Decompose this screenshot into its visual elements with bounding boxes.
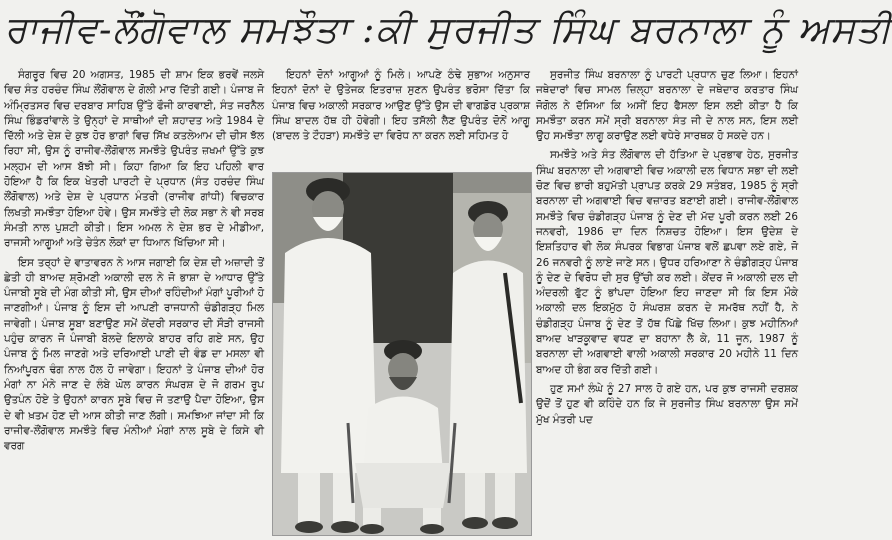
article-column-3	[536, 68, 798, 540]
news-photo	[272, 172, 532, 536]
paragraph: ਸੁਰਜੀਤ ਸਿੰਘ ਬਰਨਾਲਾ ਨੂੰ ਪਾਰਟੀ ਪ੍ਰਧਾਨ ਚੁਣ ਲਿਆ। ਇਹਨਾਂ ਜਥੇਦਾਰਾਂ ਵਿਚ ਸਾਮਲ ਜ਼ਿਲ੍ਹਾ ਬਰਨਾਲਾ ਦੇ ਜਥੇਦਾਰ ਕਰਤਾਰ ਸਿੰਘ ਜੋਗੋਲ ਨੇ ਦੱਸਿਆ ਕਿ ਅਸੀਂ ਇਹ ਫੈਸਲਾ ਇਸ ਲਈ ਕੀਤਾ ਹੈ ਕਿ ਸਮਝੌਤਾ ਕਰਨ ਸਮੇਂ ਸ੍ਰੀ ਬਰਨਾਲਾ ਸੰਤ ਜੀ ਦੇ ਨਾਲ ਸਨ, ਇਸ ਲਈ ਉਹ ਸਮਝੌਤਾ ਲਾਗੂ ਕਰਾਉਣ ਲਈ ਵਧੇਰੇ ਸਾਰਥਕ ਹੋ ਸਕਦੇ ਹਨ।	[536, 69, 798, 143]
paragraph: ਸਮਝੌਤੇ ਅਤੇ ਸੰਤ ਲੌਂਗੋਵਾਲ ਦੀ ਹੱਤਿਆ ਦੇ ਪ੍ਰਭਾਵ ਹੇਠ, ਸੁਰਜੀਤ ਸਿੰਘ ਬਰਨਾਲਾ ਦੀ ਅਗਵਾਈ ਵਿਚ ਅਕਾਲੀ ਦਲ ਵਿਧਾਨ ਸਭਾ ਦੀ ਲਈ ਚੋਣ ਵਿਚ ਭਾਰੀ ਬਹੁਮੱਤੀ ਪ੍ਰਾਪਤ ਕਰਕੇ 29 ਸਤੰਬਰ, 1985 ਨੂੰ ਸ੍ਰੀ ਬਰਨਾਲਾ ਦੀ ਅਗਵਾਈ ਵਿਚ ਵਜ਼ਾਰਤ ਬਣਾਈ ਗਈ। ਰਾਜੀਵ-ਲੌਂਗੋਵਾਲ ਸਮਝੌਤੇ ਵਿਚ ਚੰਡੀਗੜ੍ਹ ਪੰਜਾਬ ਨੂੰ ਦੇਣ ਦੀ ਮੱਦ ਪੂਰੀ ਕਰਨ ਲਈ 26 ਜਨਵਰੀ, 1986 ਦਾ ਦਿਨ ਨਿਸ਼ਚਤ ਹੋਇਆ। ਇਸ ਉਦੇਸ਼ ਦੇ ਇਸ਼ਤਿਹਾਰ ਵੀ ਲੋਕ ਸੰਪਰਕ ਵਿਭਾਗ ਪੰਜਾਬ ਵਲੋਂ ਛਪਵਾ ਲਏ ਗਏ, ਜੋ 26 ਜਨਵਰੀ ਨੂੰ ਲਾਏ ਜਾਣੇ ਸਨ। ਉਧਰ ਹਰਿਆਣਾ ਨੇ ਚੰਡੀਗੜ੍ਹ ਪੰਜਾਬ ਨੂੰ ਦੇਣ ਦੇ ਵਿਰੋਧ ਦੀ ਸੁਰ ਉੱਚੀ ਕਰ ਲਈ। ਕੇਂਦਰ ਜੋ ਅਕਾਲੀ ਦਲ ਦੀ ਅੰਦਰਲੀ ਫੁੱਟ ਨੂੰ ਭਾਂਪਦਾ ਹੋਇਆ ਇਹ ਜਾਣਦਾ ਸੀ ਕਿ ਇਸ ਮੌਕੇ ਅਕਾਲੀ ਦਲ ਇਕਮੁੱਠ ਹੋ ਸੰਘਰਸ਼ ਕਰਨ ਦੇ ਸਮਰੱਥ ਨਹੀਂ ਹੈ, ਨੇ ਚੰਡੀਗੜ੍ਹ ਪੰਜਾਬ ਨੂੰ ਦੇਣ ਤੋਂ ਹੱਥ ਪਿੱਛੇ ਖਿੱਚ ਲਿਆ। ਕੁਝ ਮਹੀਨਿਆਂ ਬਾਅਦ ਖਾੜਕੂਵਾਦ ਵਧਣ ਦਾ ਬਹਾਨਾ ਲੈ ਕੇ, 11 ਜੂਨ, 1987 ਨੂੰ ਬਰਨਾਲਾ ਦੀ ਅਗਵਾਈ ਵਾਲੀ ਅਕਾਲੀ ਸਰਕਾਰ 20 ਮਹੀਨੇ 11 ਦਿਨ ਬਾਅਦ ਹੀ ਭੰਗ ਕਰ ਦਿੱਤੀ ਗਈ।	[536, 149, 798, 376]
article-column-2	[272, 68, 530, 172]
paragraph: ਇਸ ਤਰ੍ਹਾਂ ਦੇ ਵਾਤਾਵਰਨ ਨੇ ਆਸ ਜਗਾਈ ਕਿ ਦੇਸ਼ ਦੀ ਅਜ਼ਾਦੀ ਤੋਂ ਛੇਤੀ ਹੀ ਬਾਅਦ ਸ਼੍ਰੋਮਣੀ ਅਕਾਲੀ ਦਲ ਨੇ ਜੋ ਭਾਸ਼ਾ ਦੇ ਆਧਾਰ ਉੱਤੇ ਪੰਜਾਬੀ ਸੂਬੇ ਦੀ ਮੰਗ ਕੀਤੀ ਸੀ, ਉਸ ਦੀਆਂ ਰਹਿੰਦੀਆਂ ਮੰਗਾਂ ਪੂਰੀਆਂ ਹੋ ਜਾਣਗੀਆਂ। ਪੰਜਾਬ ਨੂੰ ਇਸ ਦੀ ਆਪਣੀ ਰਾਜਧਾਨੀ ਚੰਡੀਗੜ੍ਹ ਮਿਲ ਜਾਵੇਗੀ। ਪੰਜਾਬ ਸੂਬਾ ਬਣਾਉਣ ਸਮੇਂ ਕੇਂਦਰੀ ਸਰਕਾਰ ਦੀ ਸੌੜੀ ਰਾਜਸੀ ਪਹੁੰਚ ਕਾਰਨ ਜੋ ਪੰਜਾਬੀ ਬੋਲਦੇ ਇਲਾਕੇ ਬਾਹਰ ਰਹਿ ਗਏ ਸਨ, ਉਹ ਪੰਜਾਬ ਨੂੰ ਮਿਲ ਜਾਣਗੇ ਅਤੇ ਦਰਿਆਈ ਪਾਣੀ ਦੀ ਵੰਡ ਦਾ ਮਸਲਾ ਵੀ ਨਿਆਂਪੂਰਨ ਢੰਗ ਨਾਲ ਹੱਲ ਹੋ ਜਾਵੇਗਾ। ਇਹਨਾਂ ਤੇ ਪੰਜਾਬ ਦੀਆਂ ਹੋਰ ਮੰਗਾਂ ਨਾ ਮੰਨੇ ਜਾਣ ਦੇ ਲੰਬੇ ਘੋਲ ਕਾਰਨ ਸੰਘਰਸ਼ ਦੇ ਜੋ ਗਰਮ ਰੂਪ ਉਤਪੰਨ ਹੋਏ ਤੇ ਉਹਨਾਂ ਕਾਰਨ ਸੂਬੇ ਵਿਚ ਜੋ ਤਣਾਉ ਪੈਦਾ ਹੋਇਆ, ਉਸ ਦੇ ਵੀ ਖ਼ਤਮ ਹੋਣ ਦੀ ਆਸ ਕੀਤੀ ਜਾਣ ਲੱਗੀ। ਸਮਝਿਆ ਜਾਂਦਾ ਸੀ ਕਿ ਰਾਜੀਵ-ਲੌਂਗੋਵਾਲ ਸਮਝੌਤੇ ਵਿਚ ਮੰਨੀਆਂ ਮੰਗਾਂ ਨਾਲ ਸੂਬੇ ਦੇ ਕਿਸੇ ਵੀ ਵਰਗ	[4, 256, 264, 453]
paragraph: ਸੰਗਰੂਰ ਵਿਚ 20 ਅਗਸਤ, 1985 ਦੀ ਸ਼ਾਮ ਇਕ ਭਰਵੇਂ ਜਲਸੇ ਵਿਚ ਸੰਤ ਹਰਚੰਦ ਸਿੰਘ ਲੌਂਗੋਵਾਲ ਦੇ ਗੋਲੀ ਮਾਰ ਦਿੱਤੀ ਗਈ। ਪੰਜਾਬ ਜੋ ਅੰਮ੍ਰਿਤਸਰ ਵਿਚ ਦਰਬਾਰ ਸਾਹਿਬ ਉੱਤੇ ਫੌਜੀ ਕਾਰਵਾਈ, ਸੰਤ ਜਰਨੈਲ ਸਿੰਘ ਭਿੰਡਰਾਂਵਾਲੇ ਤੇ ਉਨ੍ਹਾਂ ਦੇ ਸਾਥੀਆਂ ਦੀ ਸ਼ਹਾਦਤ ਅਤੇ 1984 ਦੇ ਦਿੱਲੀ ਅਤੇ ਦੇਸ਼ ਦੇ ਕੁਝ ਹੋਰ ਭਾਗਾਂ ਵਿਚ ਸਿੱਖ ਕਤਲੇਆਮ ਦੀ ਚੀਸ ਝੱਲ ਰਿਹਾ ਸੀ, ਉਸ ਨੂੰ ਰਾਜੀਵ-ਲੌਂਗੋਵਾਲ ਸਮਝੌਤੇ ਉਪਰੰਤ ਜ਼ਖਮਾਂ ਉੱਤੇ ਕੁਝ ਮਲ੍ਹਮ ਦੀ ਆਸ ਬੱਝੀ ਸੀ। ਕਿਹਾ ਗਿਆ ਕਿ ਇਹ ਪਹਿਲੀ ਵਾਰ ਹੋਇਆ ਹੈ ਕਿ ਇਕ ਖੇਤਰੀ ਪਾਰਟੀ ਦੇ ਪ੍ਰਧਾਨ (ਸੰਤ ਹਰਚੰਦ ਸਿੰਘ ਲੌਂਗੋਵਾਲ) ਅਤੇ ਦੇਸ਼ ਦੇ ਪ੍ਰਧਾਨ ਮੰਤਰੀ (ਰਾਜੀਵ ਗਾਂਧੀ) ਵਿਚਕਾਰ ਲਿਖਤੀ ਸਮਝੌਤਾ ਹੋਇਆ ਹੋਵੇ। ਉਸ ਸਮਝੌਤੇ ਦੀ ਲੋਕ ਸਭਾ ਨੇ ਵੀ ਸਰਬ ਸੰਮਤੀ ਨਾਲ ਪੁਸ਼ਟੀ ਕੀਤੀ। ਇਸ ਅਮਲ ਨੇ ਦੇਸ਼ ਭਰ ਦੇ ਮੀਡੀਆ, ਰਾਜਸੀ ਆਗੂਆਂ ਅਤੇ ਚੇਤੰਨ ਲੋਕਾਂ ਦਾ ਧਿਆਨ ਖਿੱਚਿਆ ਸੀ।	[4, 69, 264, 250]
paragraph: ਇਹਨਾਂ ਦੋਨਾਂ ਆਗੂਆਂ ਨੂੰ ਮਿਲੇ। ਆਪਣੇ ਠੰਢੇ ਸੁਭਾਅ ਅਨੁਸਾਰ ਇਹਨਾਂ ਦੋਨਾਂ ਦੇ ਉਤੇਜਕ ਇਤਰਾਜ਼ ਸੁਣਨ ਉਪਰੰਤ ਭਰੋਸਾ ਦਿੱਤਾ ਕਿ ਪੰਜਾਬ ਵਿਚ ਅਕਾਲੀ ਸਰਕਾਰ ਆਉਣ ਉੱਤੇ ਉਸ ਦੀ ਵਾਗਡੋਰ ਪ੍ਰਕਾਸ਼ ਸਿੰਘ ਬਾਦਲ ਹੱਥ ਹੀ ਹੋਵੇਗੀ। ਇਹ ਤਸੱਲੀ ਲੈਣ ਉਪਰੰਤ ਦੋਨੋਂ ਆਗੂ (ਬਾਦਲ ਤੇ ਟੌਹੜਾ) ਸਮਝੌਤੇ ਦਾ ਵਿਰੋਧ ਨਾ ਕਰਨ ਲਈ ਸਹਿਮਤ ਹੋ	[272, 69, 530, 143]
photo-illustration	[273, 173, 531, 535]
article-column-1	[4, 68, 264, 540]
paragraph: ਹੁਣ ਸਮਾਂ ਲੰਘੇ ਨੂੰ 27 ਸਾਲ ਹੋ ਗਏ ਹਨ, ਪਰ ਕੁਝ ਰਾਜਸੀ ਦਰਸ਼ਕ ਉਦੋਂ ਤੋਂ ਹੁਣ ਵੀ ਕਹਿੰਦੇ ਹਨ ਕਿ ਜੇ ਸੁਰਜੀਤ ਸਿੰਘ ਬਰਨਾਲਾ ਉਸ ਸਮੇਂ ਮੁੱਖ ਮੰਤਰੀ ਪਦ	[536, 382, 798, 426]
headline: ਰਾਜੀਵ-ਲੌਂਗੋਵਾਲ ਸਮਝੌਤਾ :ਕੀ ਸੁਰਜੀਤ ਸਿੰਘ ਬਰਨਾਲਾ ਨੂੰ ਅਸਤੀ	[4, 8, 892, 51]
